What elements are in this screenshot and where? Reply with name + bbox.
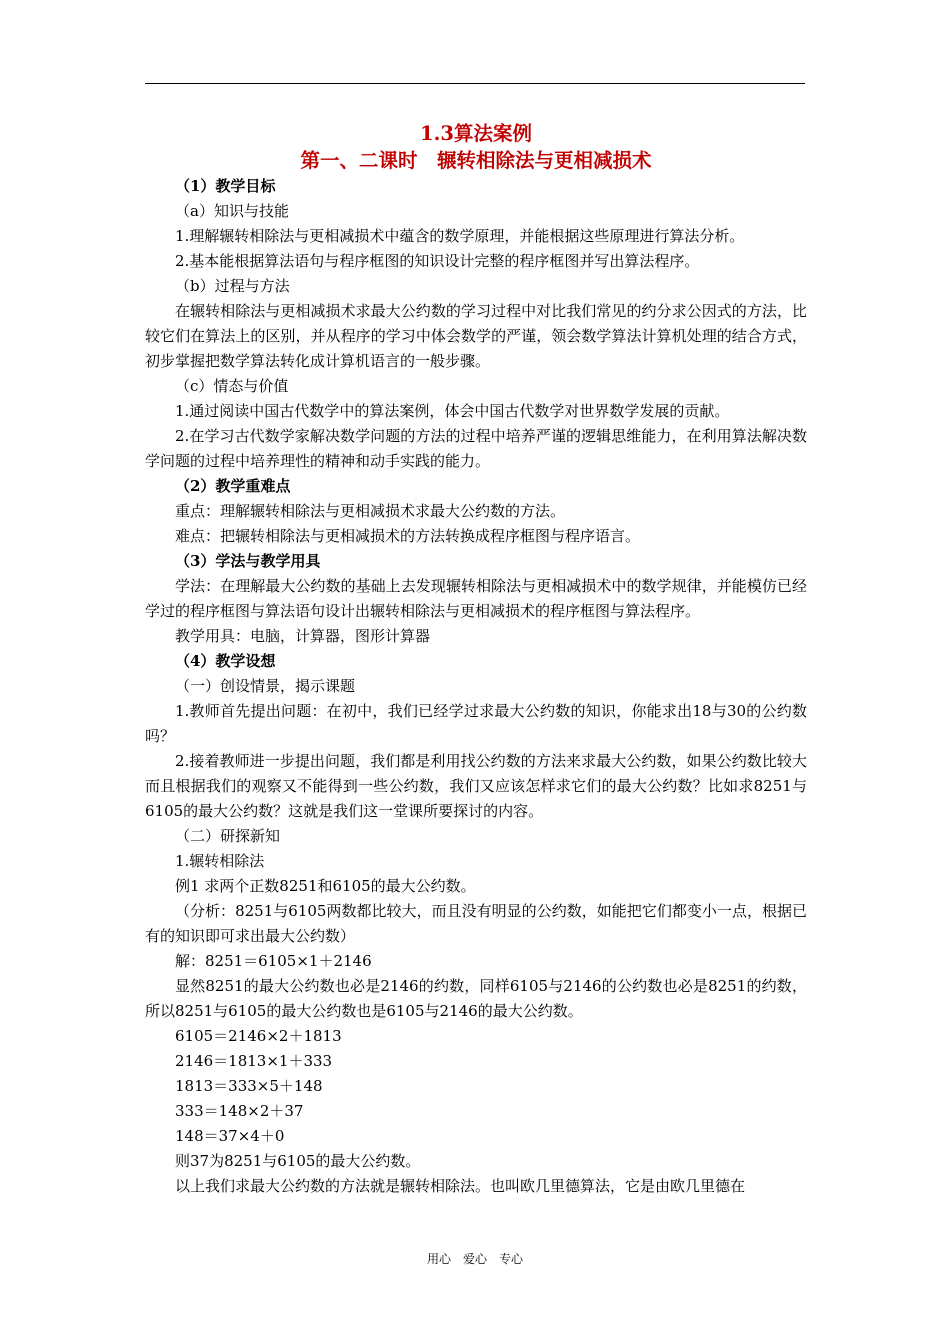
paragraph: 教学用具：电脑，计算器，图形计算器 [175, 627, 431, 645]
paragraph: 1813＝333×5＋148 [175, 1077, 323, 1095]
paragraph: 在辗转相除法与更相减损术求最大公约数的学习过程中对比我们常见的约分求公因式的方法，比较它们在算法上的区别，并从程序的学习中体会数学的严谨，领会数学算法计算机处理的结合方式，初步掌握把数学算法转化成计算机语言的一般步骤。 [145, 302, 807, 370]
paragraph: 2.基本能根据算法语句与程序框图的知识设计完整的程序框图并写出算法程序。 [175, 252, 700, 270]
paragraph: 1.教师首先提出问题：在初中，我们已经学过求最大公约数的知识，你能求出18与30的公约数吗？ [145, 702, 807, 745]
paragraph: （二）研探新知 [175, 827, 281, 845]
paragraph: 1.辗转相除法 [175, 852, 265, 870]
paragraph: 6105＝2146×2＋1813 [175, 1027, 342, 1045]
paragraph: 重点：理解辗转相除法与更相减损术求最大公约数的方法。 [175, 502, 566, 520]
page-footer: 用心 爱心 专心 [426, 1252, 523, 1266]
paragraph: 2146＝1813×1＋333 [175, 1052, 333, 1070]
paragraph: 难点：把辗转相除法与更相减损术的方法转换成程序框图与程序语言。 [175, 527, 641, 545]
paragraph: 学法：在理解最大公约数的基础上去发现辗转相除法与更相减损术中的数学规律，并能模仿已经学过的程序框图与算法语句设计出辗转相除法与更相减损术的程序框图与算法程序。 [145, 577, 807, 620]
paragraph: 例1 求两个正数8251和6105的最大公约数。 [175, 877, 476, 895]
paragraph: 解：8251＝6105×1＋2146 [175, 952, 372, 970]
paragraph: 则37为8251与6105的最大公约数。 [175, 1152, 421, 1170]
section-heading: （3）学法与教学用具 [175, 552, 321, 570]
document-title: 1.3算法案例 [420, 122, 532, 145]
paragraph: 2.在学习古代数学家解决数学问题的方法的过程中培养严谨的逻辑思维能力，在利用算法解决数学问题的过程中培养理性的精神和动手实践的能力。 [145, 427, 807, 470]
section-heading: （2）教学重难点 [175, 477, 291, 495]
paragraph: （分析：8251与6105两数都比较大，而且没有明显的公约数，如能把它们都变小一点，根据已有的知识即可求出最大公约数） [145, 902, 807, 945]
paragraph: 显然8251的最大公约数也必是2146的约数，同样6105与2146的公约数也必是8251的约数，所以8251与6105的最大公约数也是6105与2146的最大公约数。 [145, 977, 807, 1020]
paragraph: （一）创设情景，揭示课题 [175, 677, 356, 695]
paragraph: （a）知识与技能 [175, 202, 289, 220]
section-heading: （4）教学设想 [175, 652, 276, 670]
paragraph: 2.接着教师进一步提出问题，我们都是利用找公约数的方法来求最大公约数，如果公约数比较大而且根据我们的观察又不能得到一些公约数，我们又应该怎样求它们的最大公约数？比如求8251与6105的最大公约数？这就是我们这一堂课所要探讨的内容。 [145, 752, 807, 820]
paragraph-list [145, 174, 807, 1199]
paragraph: 1.理解辗转相除法与更相减损术中蕴含的数学原理，并能根据这些原理进行算法分析。 [175, 227, 745, 245]
paragraph: （b）过程与方法 [175, 277, 290, 295]
paragraph: 148＝37×4＋0 [175, 1127, 285, 1145]
paragraph: （c）情态与价值 [175, 377, 289, 395]
section-heading: （1）教学目标 [175, 177, 276, 195]
header-rule [145, 83, 805, 84]
document-body [145, 120, 807, 1199]
paragraph: 以上我们求最大公约数的方法就是辗转相除法。也叫欧几里德算法，它是由欧几里德在 [175, 1177, 746, 1195]
paragraph: 333＝148×2＋37 [175, 1102, 304, 1120]
document-subtitle: 第一、二课时 辗转相除法与更相减损术 [300, 149, 652, 172]
paragraph: 1.通过阅读中国古代数学中的算法案例，体会中国古代数学对世界数学发展的贡献。 [175, 402, 730, 420]
